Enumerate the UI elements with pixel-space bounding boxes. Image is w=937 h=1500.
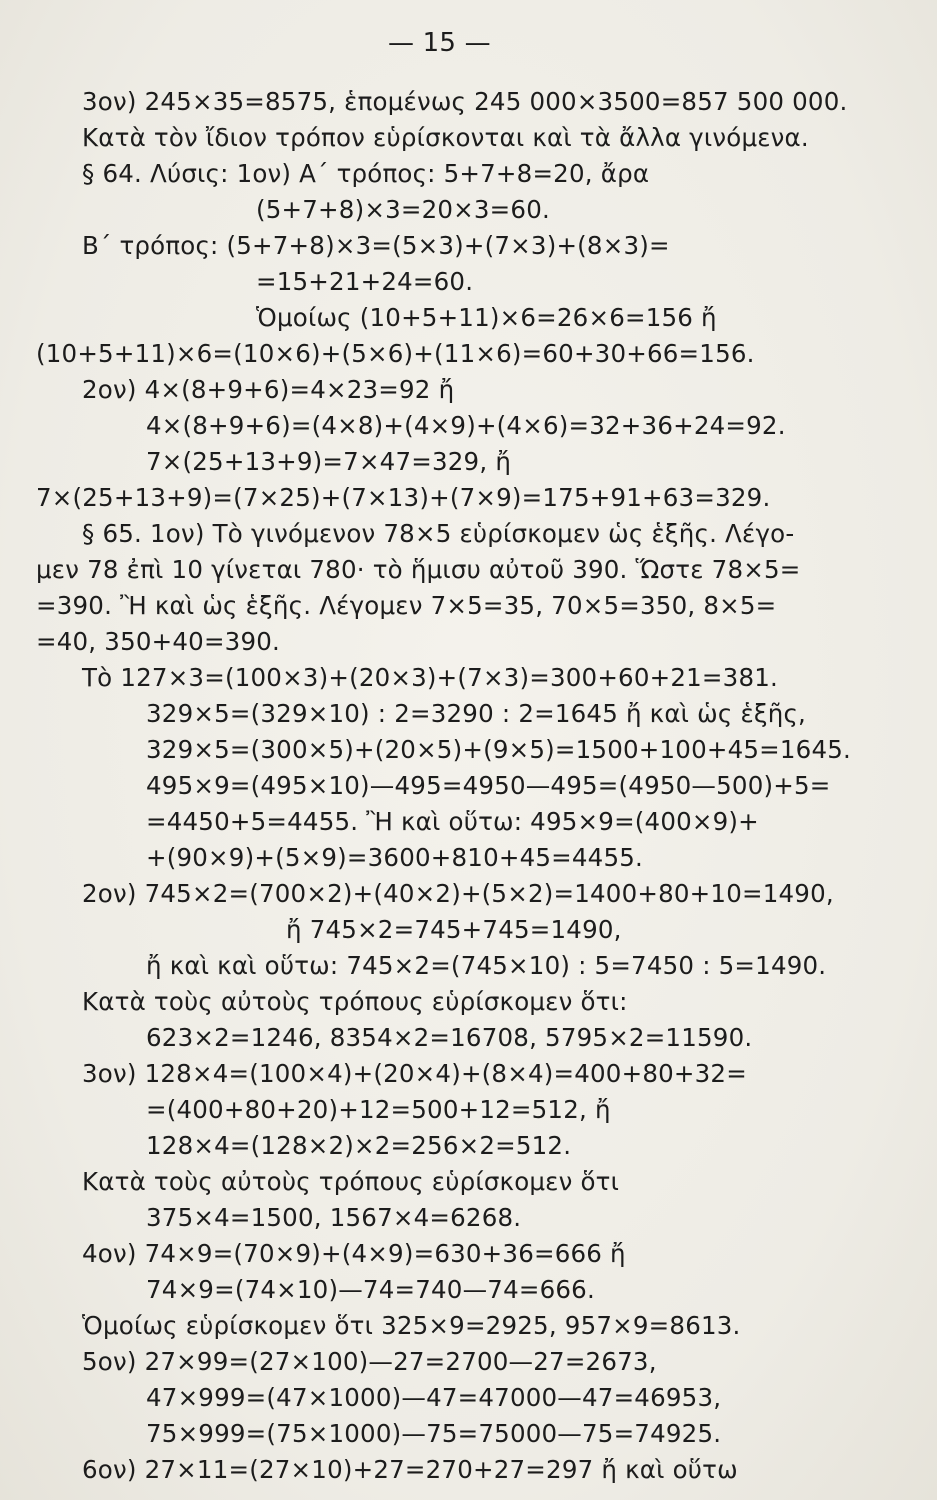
text-line: Β΄ τρόπος: (5+7+8)×3=(5×3)+(7×3)+(8×3)= [82,231,670,260]
page-number: — 15 — [388,28,491,58]
text-line: 7×(25+13+9)=7×47=329, ἤ [146,447,512,476]
text-line: =40, 350+40=390. [36,627,281,656]
section-65-heading: § 65. 1ον) Τὸ γινόμενον 78×5 εὑρίσκομεν ὡς ἑξῆς. Λέγο- [82,519,795,548]
text-line: 2ον) 745×2=(700×2)+(40×2)+(5×2)=1400+80+10=1490, [82,879,834,908]
text-line: +(90×9)+(5×9)=3600+810+45=4455. [146,843,644,872]
text-line: 75×999=(75×1000)—75=75000—75=74925. [146,1419,722,1448]
text-line: 74×9=(74×10)—74=740—74=666. [146,1275,595,1304]
text-line: 4×(8+9+6)=(4×8)+(4×9)+(4×6)=32+36+24=92. [146,411,786,440]
text-line: ἤ 745×2=745+745=1490, [286,915,622,944]
text-line: =390. Ἢ καὶ ὡς ἑξῆς. Λέγομεν 7×5=35, 70×5=350, 8×5= [36,591,777,620]
text-line: 495×9=(495×10)—495=4950—495=(4950—500)+5= [146,771,831,800]
text-line: 2ον) 4×(8+9+6)=4×23=92 ἤ [82,375,455,404]
text-line: Κατὰ τοὺς αὐτοὺς τρόπους εὑρίσκομεν ὅτι: [82,987,628,1016]
text-line: (5+7+8)×3=20×3=60. [256,195,550,224]
text-line: 3ον) 245×35=8575, ἑπομένως 245 000×3500=857 500 000. [82,87,848,116]
text-line: 375×4=1500, 1567×4=6268. [146,1203,522,1232]
text-line: (10+5+11)×6=(10×6)+(5×6)+(11×6)=60+30+66=156. [36,339,755,368]
text-line: =4450+5=4455. Ἢ καὶ οὕτω: 495×9=(400×9)+ [146,807,759,836]
text-line: =(400+80+20)+12=500+12=512, ἤ [146,1095,611,1124]
text-line: 3ον) 128×4=(100×4)+(20×4)+(8×4)=400+80+32= [82,1059,747,1088]
text-line: 128×4=(128×2)×2=256×2=512. [146,1131,572,1160]
text-line: =15+21+24=60. [256,267,474,296]
text-line: Τὸ 127×3=(100×3)+(20×3)+(7×3)=300+60+21=381. [82,663,779,692]
text-line: Κατὰ τοὺς αὐτοὺς τρόπους εὑρίσκομεν ὅτι [82,1167,620,1196]
text-line: 47×999=(47×1000)—47=47000—47=46953, [146,1383,722,1412]
text-line: ἤ καὶ καὶ οὕτω: 745×2=(745×10) : 5=7450 : 5=1490. [146,951,827,980]
text-line: 6ον) 27×11=(27×10)+27=270+27=297 ἤ καὶ οὕτω [82,1455,738,1484]
text-line: 329×5=(329×10) : 2=3290 : 2=1645 ἤ καὶ ὡς ἑξῆς, [146,699,807,728]
text-line: 7×(25+13+9)=(7×25)+(7×13)+(7×9)=175+91+63=329. [36,483,771,512]
text-line: 4ον) 74×9=(70×9)+(4×9)=630+36=666 ἤ [82,1239,626,1268]
section-64-heading: § 64. Λύσις: 1ον) Α΄ τρόπος: 5+7+8=20, ἄρα [82,159,650,188]
text-line: Ὁμοίως εὑρίσκομεν ὅτι 325×9=2925, 957×9=8613. [82,1311,741,1340]
text-line: 5ον) 27×99=(27×100)—27=2700—27=2673, [82,1347,657,1376]
text-line: 329×5=(300×5)+(20×5)+(9×5)=1500+100+45=1645. [146,735,852,764]
text-line: Κατὰ τὸν ἴδιον τρόπον εὑρίσκονται καὶ τὰ ἄλλα γινόμενα. [82,123,809,152]
text-line: 623×2=1246, 8354×2=16708, 5795×2=11590. [146,1023,753,1052]
text-line: μεν 78 ἐπὶ 10 γίνεται 780· τὸ ἥμισυ αὐτοῦ 390. Ὥστε 78×5= [36,555,801,584]
text-line: Ὁμοίως (10+5+11)×6=26×6=156 ἤ [256,303,717,332]
